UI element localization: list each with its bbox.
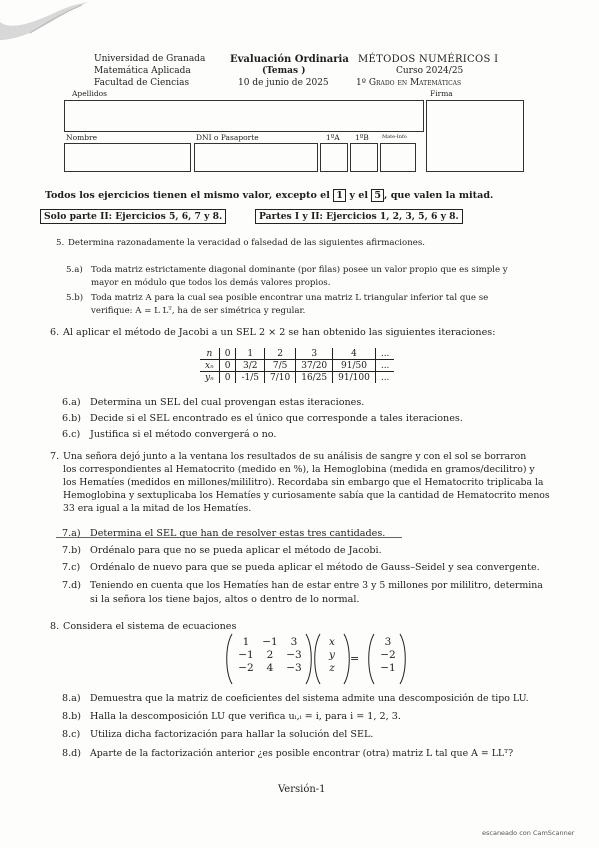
table-cell: 4 bbox=[333, 348, 376, 360]
q7d-line1: Teniendo en cuenta que los Hematíes han de estar entre 3 y 5 millones por mililitro, determina bbox=[90, 580, 543, 591]
matrix-entry: 2 bbox=[266, 649, 274, 661]
group-a-label: 1ºA bbox=[326, 133, 340, 142]
q7d-line2: si la señora los tiene bajos, altos o dentro de lo normal. bbox=[90, 594, 360, 605]
q5b-line1: Toda matriz A para la cual sea posible encontrar una matriz L triangular inferior tal que se bbox=[91, 293, 489, 303]
q8c-label: 8.c) bbox=[62, 729, 81, 740]
table-cell: 0 bbox=[219, 372, 236, 384]
q7c-label: 7.c) bbox=[62, 562, 81, 573]
q8a-text: Demuestra que la matriz de coeficientes del sistema admite una descomposición de tipo LU. bbox=[90, 693, 529, 704]
table-cell: 7/10 bbox=[265, 372, 296, 384]
group-b-label: 1ºB bbox=[355, 133, 369, 142]
q8d-label: 8.d) bbox=[62, 748, 82, 759]
q5-number: 5. bbox=[56, 238, 65, 248]
q7-line4: Hemoglobina y sextuplicaba los Hematíes y curiosamente sabía que la cantidad de Hematocrito menos bbox=[63, 490, 550, 501]
exam-subtitle: (Temas ) bbox=[262, 66, 306, 76]
q8d-text: Aparte de la factorización anterior ¿es posible encontrar (otra) matriz L tal que A = LLᵀ? bbox=[90, 748, 514, 759]
q6-number: 6. bbox=[50, 327, 60, 338]
instructions-box-1: 1 bbox=[333, 189, 346, 202]
table-cell: 91/100 bbox=[333, 372, 376, 384]
equals-sign: = bbox=[350, 652, 360, 665]
instructions-box-2: 5 bbox=[371, 189, 384, 202]
q7b-text: Ordénalo para que no se pueda aplicar el método de Jacobi. bbox=[90, 545, 382, 556]
q8b-label: 8.b) bbox=[62, 711, 82, 722]
q8b-text: Halla la descomposición LU que verifica uᵢ,ᵢ = i, para i = 1, 2, 3. bbox=[90, 711, 401, 722]
matrix-entry: −3 bbox=[286, 662, 302, 674]
coefficient-matrix bbox=[234, 636, 306, 674]
exam-date: 10 de junio de 2025 bbox=[238, 78, 329, 88]
q7-number: 7. bbox=[50, 451, 60, 462]
q5-text: Determina razonadamente la veracidad o falsedad de las siguientes afirmaciones. bbox=[68, 238, 425, 248]
rhs-vector bbox=[376, 636, 400, 674]
apellidos-field[interactable] bbox=[64, 100, 424, 132]
version-label: Versión-1 bbox=[278, 784, 326, 795]
matrix-entry: −2 bbox=[238, 662, 254, 674]
q7-line1: Una señora dejó junto a la ventana los resultados de su análisis de sangre y con el sol se borraron bbox=[63, 451, 527, 462]
q6b-label: 6.b) bbox=[62, 413, 82, 424]
nombre-label: Nombre bbox=[66, 133, 98, 142]
q5b-line2: verifique: A = L Lᵀ, ha de ser simétrica y regular. bbox=[91, 306, 306, 316]
q5a-line1: Toda matriz estrictamente diagonal dominante (por filas) posee un valor propio que es simple y bbox=[91, 265, 508, 275]
course-year: Curso 2024/25 bbox=[396, 66, 464, 76]
q6c-label: 6.c) bbox=[62, 429, 81, 440]
q5a-label: 5.a) bbox=[66, 265, 83, 275]
jacobi-iterations-table bbox=[200, 348, 394, 383]
q6a-label: 6.a) bbox=[62, 397, 81, 408]
q7a-label: 7.a) bbox=[62, 528, 81, 539]
rhs-entry: 3 bbox=[384, 636, 392, 648]
scan-smudge bbox=[0, 0, 90, 40]
matrix-entry: −1 bbox=[262, 636, 278, 648]
table-cell: 0 bbox=[219, 348, 236, 360]
scanner-watermark: escaneado con CamScanner bbox=[482, 829, 575, 837]
q7-line5: 33 era igual a la mitad de los Hematíes. bbox=[63, 503, 252, 514]
variable-entry: y bbox=[329, 649, 335, 661]
q5a-line2: mayor en módulo que todos los demás valores propios. bbox=[91, 278, 331, 288]
apellidos-label: Apellidos bbox=[72, 89, 108, 98]
dni-label: DNI o Pasaporte bbox=[196, 133, 259, 142]
rhs-entry: −1 bbox=[380, 662, 396, 674]
q7-line2: los correspondientes al Hematocrito (medido en %), la Hemoglobina (medida en gramos/decilitro) y bbox=[63, 464, 535, 475]
firma-field[interactable] bbox=[426, 100, 524, 172]
matrix-entry: −1 bbox=[238, 649, 254, 661]
q6-text: Al aplicar el método de Jacobi a un SEL 2 × 2 se han obtenido las siguientes iteraciones: bbox=[63, 327, 496, 338]
q7c-text: Ordénalo de nuevo para que se pueda aplicar el método de Gauss–Seidel y sea convergente. bbox=[90, 562, 540, 573]
table-row bbox=[200, 348, 394, 360]
table-row bbox=[200, 372, 394, 384]
group-b-checkbox[interactable] bbox=[350, 143, 378, 172]
parts-1-2-box: Partes I y II: Ejercicios 1, 2, 3, 5, 6 y 8. bbox=[255, 209, 463, 224]
dni-field[interactable] bbox=[194, 143, 318, 172]
nombre-field[interactable] bbox=[64, 143, 191, 172]
rhs-entry: −2 bbox=[380, 649, 396, 661]
q7a-text: Determina el SEL que han de resolver estas tres cantidades. bbox=[90, 528, 386, 539]
table-row bbox=[200, 360, 394, 372]
q6c-text: Justifica si el método convergerá o no. bbox=[90, 429, 277, 440]
variable-entry: x bbox=[329, 636, 335, 648]
table-cell: 0 bbox=[219, 360, 236, 372]
instructions-text-1: Todos los ejercicios tienen el mismo valor, excepto el bbox=[45, 190, 330, 201]
table-cell: 3/2 bbox=[236, 360, 265, 372]
exam-title: Evaluación Ordinaria bbox=[230, 54, 349, 65]
degree-name: 1º Grado en Matemáticas bbox=[356, 78, 462, 88]
q5b-label: 5.b) bbox=[66, 293, 84, 303]
q6b-text: Decide si el SEL encontrado es el único que corresponde a tales iteraciones. bbox=[90, 413, 463, 424]
table-cell: -1/5 bbox=[236, 372, 265, 384]
faculty-name: Facultad de Ciencias bbox=[94, 78, 190, 88]
table-cell: 7/5 bbox=[265, 360, 296, 372]
q8-number: 8. bbox=[50, 621, 60, 632]
table-cell: ... bbox=[375, 348, 394, 360]
q7d-label: 7.d) bbox=[62, 580, 82, 591]
table-cell: xₙ bbox=[200, 360, 219, 372]
table-cell: 16/25 bbox=[296, 372, 333, 384]
instructions-text-2: y el bbox=[349, 190, 368, 201]
table-cell: yₙ bbox=[200, 372, 219, 384]
q8a-label: 8.a) bbox=[62, 693, 81, 704]
table-cell: n bbox=[200, 348, 219, 360]
q7-line3: los Hematíes (medidos en millones/mililitro). Recordaba sin embargo que el Hematocrito triplicaba la bbox=[63, 477, 544, 488]
matrix-entry: −3 bbox=[286, 649, 302, 661]
matrix-entry: 4 bbox=[266, 662, 274, 674]
q8-text: Considera el sistema de ecuaciones bbox=[63, 621, 237, 632]
group-mat-inf-label: Mate-Info bbox=[382, 134, 407, 140]
table-cell: 2 bbox=[265, 348, 296, 360]
table-cell: ... bbox=[375, 372, 394, 384]
university-name: Universidad de Granada bbox=[94, 54, 206, 64]
variable-entry: z bbox=[329, 662, 335, 674]
q8c-text: Utiliza dicha factorización para hallar la solución del SEL. bbox=[90, 729, 374, 740]
q7b-label: 7.b) bbox=[62, 545, 82, 556]
instructions-line bbox=[45, 190, 493, 203]
course-name: MÉTODOS NUMÉRICOS I bbox=[358, 54, 499, 65]
table-cell: 3 bbox=[296, 348, 333, 360]
matrix-entry: 3 bbox=[290, 636, 298, 648]
firma-label: Firma bbox=[430, 89, 453, 98]
department-name: Matemática Aplicada bbox=[94, 66, 191, 76]
instructions-text-3: , que valen la mitad. bbox=[384, 190, 494, 201]
only-part2-box: Solo parte II: Ejercicios 5, 6, 7 y 8. bbox=[40, 209, 226, 224]
table-cell: ... bbox=[375, 360, 394, 372]
group-mat-inf-checkbox[interactable] bbox=[380, 143, 416, 172]
group-a-checkbox[interactable] bbox=[320, 143, 348, 172]
q6a-text: Determina un SEL del cual provengan estas iteraciones. bbox=[90, 397, 365, 408]
table-cell: 37/20 bbox=[296, 360, 333, 372]
variable-vector bbox=[322, 636, 342, 674]
matrix-entry: 1 bbox=[242, 636, 250, 648]
table-cell: 1 bbox=[236, 348, 265, 360]
equation-system bbox=[224, 632, 414, 686]
table-cell: 91/50 bbox=[333, 360, 376, 372]
